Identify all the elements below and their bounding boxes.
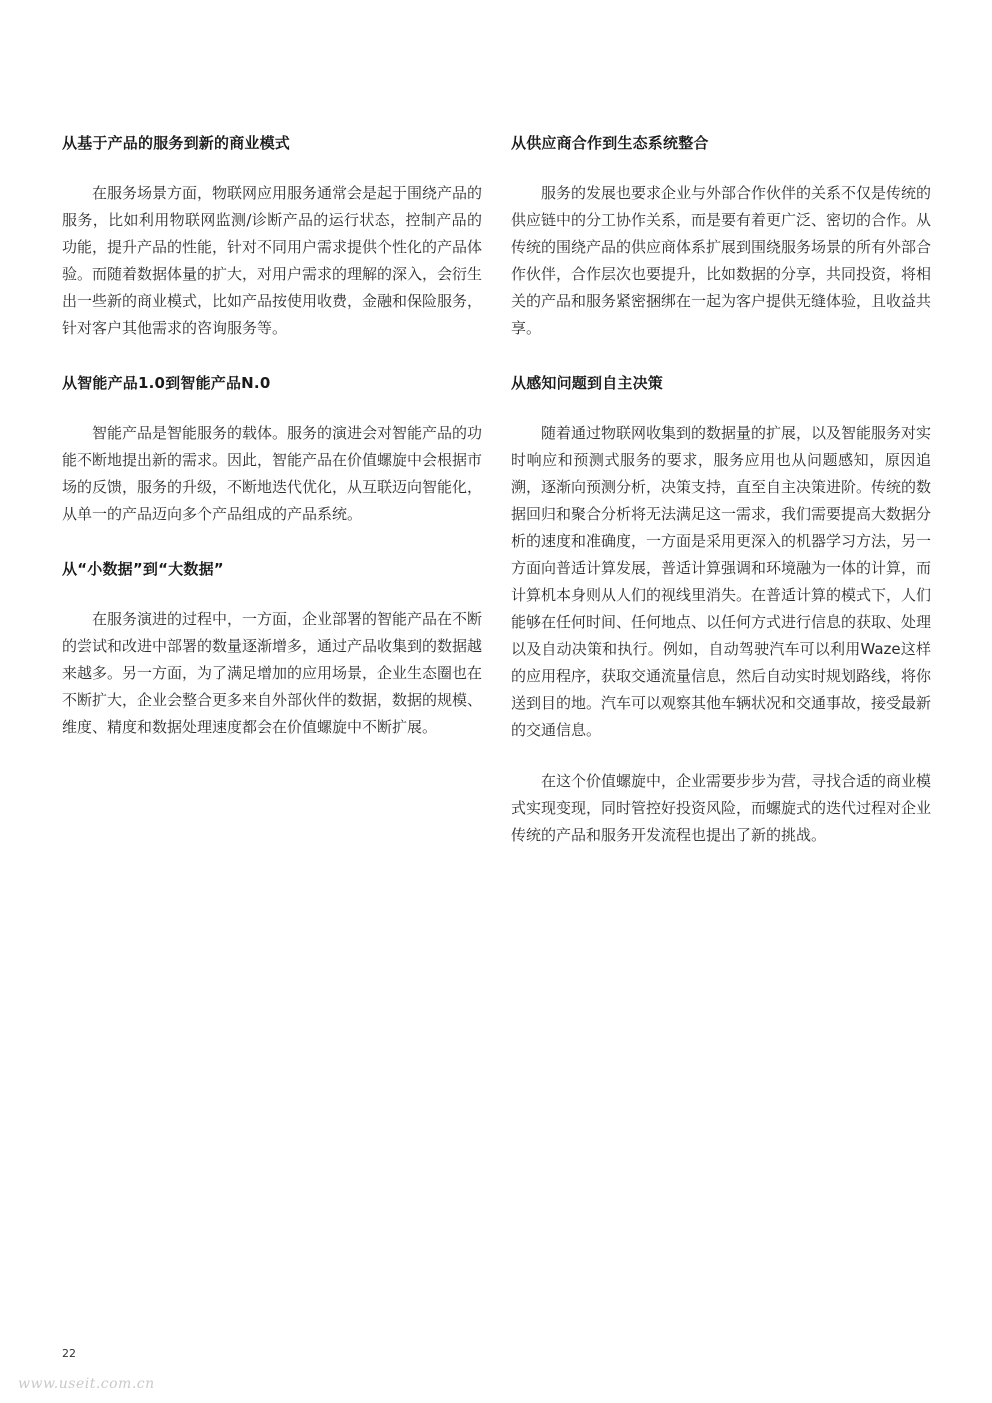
section-paragraph: 在这个价值螺旋中，企业需要步步为营，寻找合适的商业模式实现变现，同时管控好投资风险，而螺旋式的迭代过程对企业传统的产品和服务开发流程也提出了新的挑战。 <box>511 772 932 844</box>
section-heading: 从供应商合作到生态系统整合 <box>511 134 709 152</box>
section-paragraph: 随着通过物联网收集到的数据量的扩展，以及智能服务对实时响应和预测式服务的要求，服务应用也从问题感知，原因追溯，逐渐向预测分析，决策支持，直至自主决策进阶。传统的数据回归和聚合分析将无法满足这一需求，我们需要提高大数据分析的速度和准确度，一方面是采用更深入的机器学习方法，另一方面向普适计算发展，普适计算强调和环境融为一体的计算，而计算机本身则从人们的视线里消失。在普适计算的模式下，人们能够在任何时间、任何地点、以任何方式进行信息的获取、处理以及自动决策和执行。例如，自动驾驶汽车可以利用Waze这样的应用程序，获取交通流量信息，然后自动实时规划路线，将你送到目的地。汽车可以观察其他车辆状况和交通事故，接受最新的交通信息。 <box>511 424 932 739</box>
section-heading: 从基于产品的服务到新的商业模式 <box>62 134 291 152</box>
section-heading: 从感知问题到自主决策 <box>511 374 664 392</box>
section-heading: 从“小数据”到“大数据” <box>62 560 224 578</box>
section-supplier-to-ecosystem <box>511 131 931 342</box>
section-small-data-to-big-data <box>62 557 482 741</box>
section-perception-to-autonomy <box>511 371 931 849</box>
section-service-to-business-model <box>62 131 482 342</box>
section-paragraph: 服务的发展也要求企业与外部合作伙伴的关系不仅是传统的供应链中的分工协作关系，而是要有着更广泛、密切的合作。从传统的围绕产品的供应商体系扩展到围绕服务场景的所有外部合作伙伴，合作层次也要提升，比如数据的分享，共同投资，将相关的产品和服务紧密捆绑在一起为客户提供无缝体验，且收益共享。 <box>511 184 932 337</box>
section-paragraph: 智能产品是智能服务的载体。服务的演进会对智能产品的功能不断地提出新的需求。因此，智能产品在价值螺旋中会根据市场的反馈，服务的升级，不断地迭代优化，从互联迈向智能化，从单一的产品迈向多个产品组成的产品系统。 <box>62 424 483 523</box>
section-heading: 从智能产品1.0到智能产品N.0 <box>62 374 271 392</box>
page-number: 22 <box>62 1347 76 1360</box>
left-column <box>62 131 482 770</box>
section-paragraph: 在服务演进的过程中，一方面，企业部署的智能产品在不断的尝试和改进中部署的数量逐渐增多，通过产品收集到的数据越来越多。另一方面，为了满足增加的应用场景，企业生态圈也在不断扩大，企业会整合更多来自外部伙伴的数据，数据的规模、维度、精度和数据处理速度都会在价值螺旋中不断扩展。 <box>62 610 483 736</box>
right-column <box>511 131 931 878</box>
watermark: www.useit.com.cn <box>18 1376 155 1392</box>
section-smart-product-evolution <box>62 371 482 528</box>
section-paragraph: 在服务场景方面，物联网应用服务通常会是起于围绕产品的服务，比如利用物联网监测/诊断产品的运行状态，控制产品的功能，提升产品的性能，针对不同用户需求提供个性化的产品体验。而随着数据体量的扩大，对用户需求的理解的深入，会衍生出一些新的商业模式，比如产品按使用收费，金融和保险服务，针对客户其他需求的咨询服务等。 <box>62 184 483 337</box>
